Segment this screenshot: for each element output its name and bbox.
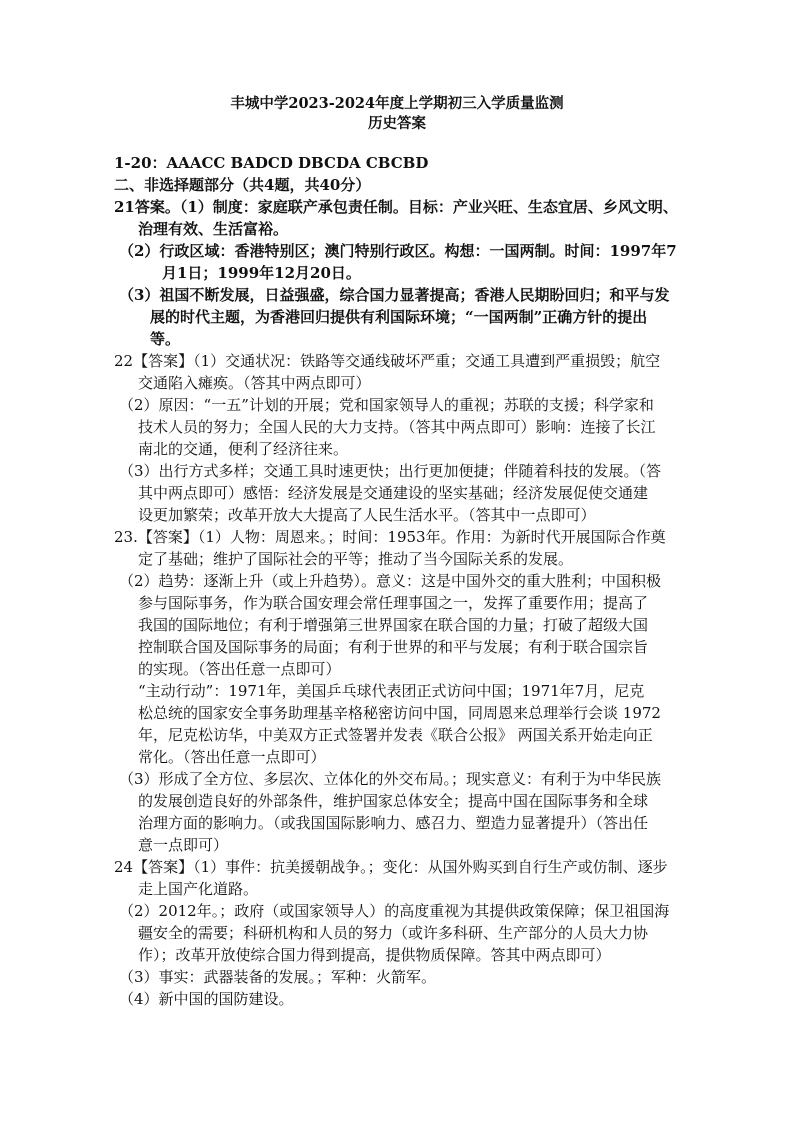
- q23-line: 的实现。（答出任意一点即可）: [138, 660, 341, 678]
- q21-line: 治理有效、生活富裕。: [138, 220, 289, 238]
- q24-line: 疆安全的需要；科研机构和人员的努力（或许多科研、生产部分的人员大力协: [138, 924, 649, 942]
- document-subtitle: 历史答案: [368, 115, 426, 132]
- q21-line: （3）祖国不断发展，日益强盛，综合国力显著提高；香港人民期盼回归；和平与发: [119, 286, 670, 304]
- q24-line: 走上国产化道路。: [138, 880, 259, 898]
- q23-line: 松总统的国家安全事务助理基辛格秘密访问中国，同周恩来总理举行会谈 1972: [138, 704, 661, 722]
- q24-line: 24【答案】（1）事件：抗美援朝战争。；变化：从国外购买到自行生产或仿制、逐步: [114, 858, 668, 876]
- q23-line: （2）趋势：逐渐上升（或上升趋势）。意义：这是中国外交的重大胜利；中国积极: [119, 572, 662, 590]
- q23-line: 意一点即可）: [138, 836, 229, 854]
- q23-line: “主动行动”：1971年，美国乒乓球代表团正式访问中国；1971年7月，尼克: [138, 682, 645, 700]
- q24-line: （3）事实：武器装备的发展。；军种：火箭军。: [119, 968, 437, 986]
- q22-line: 技术人员的努力；全国人民的大力支持。（答其中两点即可）影响：连接了长江: [138, 418, 656, 436]
- q24-line: （2）2012年。；政府（或国家领导人）的高度重视为其提供政策保障；保卫祖国海: [119, 902, 670, 920]
- q23-line: 定了基础；维护了国际社会的平等；推动了当今国际关系的发展。: [138, 550, 574, 568]
- q22-line: 交通陷入瘫痪。（答其中两点即可）: [138, 374, 371, 392]
- q22-line: （3）出行方式多样；交通工具时速更快；出行更加便捷；伴随着科技的发展。（答: [119, 462, 662, 480]
- q23-line: 治理方面的影响力。（或我国国际影响力、感召力、塑造力显著提升）（答出任: [138, 814, 649, 832]
- q23-line: （3）形成了全方位、多层次、立体化的外交布局。；现实意义：有利于为中华民族: [119, 770, 662, 788]
- q22-line: （2）原因：“一五”计划的开展；党和国家领导人的重视；苏联的支援；科学家和: [119, 396, 654, 414]
- q22-line: 设更加繁荣；改革开放大大提高了人民生活水平。（答其中一点即可）: [138, 506, 596, 524]
- q21-line: 等。: [150, 330, 181, 348]
- mcq-answers: 1-20：AAACC BADCD DBCDA CBCBD: [114, 154, 429, 172]
- q22-line: 南北的交通，便利了经济往来。: [138, 440, 349, 458]
- q23-line: 我国的国际地位；有利于增强第三世界国家在联合国的力量；打破了超级大国: [138, 616, 649, 634]
- q23-line: 年，尼克松访华，中美双方正式签署并发表《联合公报》 两国关系开始走向正: [138, 726, 653, 744]
- q22-line: 22【答案】（1）交通状况：铁路等交通线破坏严重；交通工具遭到严重损毁；航空: [114, 352, 661, 370]
- q21-line: 月1日；1999年12月20日。: [162, 264, 361, 282]
- q21-line: 展的时代主题，为香港回归提供有利国际环境；“一国两制”正确方针的提出: [150, 308, 648, 326]
- q23-line: 参与国际事务，作为联合国安理会常任理事国之一，发挥了重要作用；提高了: [138, 594, 649, 612]
- document-title: 丰城中学2023-2024年度上学期初三入学质量监测: [230, 95, 564, 112]
- q23-line: 控制联合国及国际事务的局面；有利于世界的和平与发展；有利于联合国宗旨: [138, 638, 649, 656]
- section-heading: 二、非选择题部分（共4题，共40分）: [114, 176, 371, 194]
- q23-line: 的发展创造良好的外部条件，维护国家总体安全；提高中国在国际事务和全球: [138, 792, 649, 810]
- q24-line: 作）；改革开放使综合国力得到提高，提供物质保障。答其中两点即可）: [138, 946, 611, 964]
- q23-line: 23.【答案】（1）人物：周恩来。；时间：1953年。作用：为新时代开展国际合作奠: [114, 528, 666, 546]
- q24-line: （4）新中国的国防建设。: [119, 990, 294, 1008]
- q23-line: 常化。（答出任意一点即可）: [138, 748, 326, 766]
- q22-line: 其中两点即可）感悟：经济发展是交通建设的坚实基础；经济发展促使交通建: [138, 484, 649, 502]
- q21-line: 21答案。（1）制度：家庭联产承包责任制。目标：产业兴旺、生态宜居、乡风文明、: [114, 198, 678, 216]
- q21-line: （2）行政区域：香港特别区；澳门特别行政区。构想：一国两制。时间：1997年7: [119, 242, 677, 260]
